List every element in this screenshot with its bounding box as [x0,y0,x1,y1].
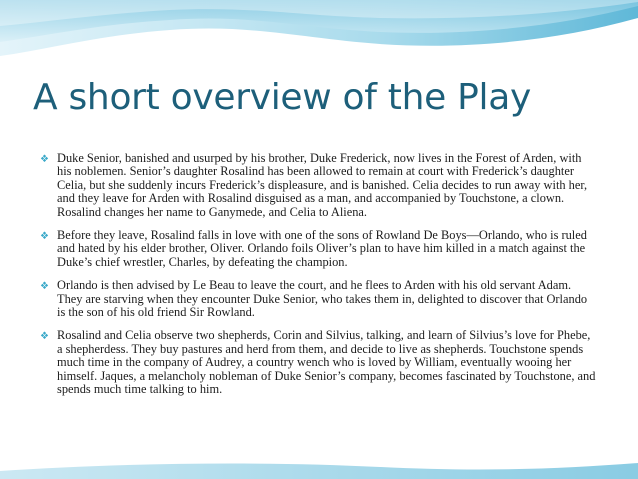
bullet-item-1 [40,152,596,219]
diamond-bullet-icon: ❖ [40,281,49,293]
bullet-list [40,152,596,407]
top-wave-decoration [0,0,638,60]
bottom-wave-decoration [0,459,638,479]
slide-title: A short overview of the Play [33,77,531,118]
diamond-bullet-icon: ❖ [40,231,49,243]
bullet-text: Before they leave, Rosalind falls in love with one of the sons of Rowland De Boys—Orlando, who is ruled and hated by his elder brother, Oliver. Orlando foils Oliver’s plan to have him killed in a match against the Duke’s chief wrestler, Charles, by defeating the champion. [57,228,587,269]
bullet-text: Rosalind and Celia observe two shepherds, Corin and Silvius, talking, and learn of Silvius’s love for Phebe, a shepherdess. They buy pastures and herd from them, and decide to live as shepherds. Touchstone spends much time in the company of Audrey, a country wench who is loved by William, eventually wooing her himself. Jaques, a melancholy nobleman of Duke Senior’s company, becomes fascinated by Touchstone, and spends much time talking to him. [57,328,596,397]
bullet-item-2 [40,229,596,269]
diamond-bullet-icon: ❖ [40,331,49,343]
bullet-item-3 [40,279,596,319]
bullet-text: Orlando is then advised by Le Beau to leave the court, and he flees to Arden with his old servant Adam. They are starving when they encounter Duke Senior, who takes them in, delighted to discover that Orlando is the son of his old friend Sir Rowland. [57,278,588,320]
bullet-item-4 [40,329,596,396]
bullet-text: Duke Senior, banished and usurped by his brother, Duke Frederick, now lives in the Forest of Arden, with his noblemen. Senior’s daughter Rosalind has been allowed to remain at court with Frederick’s daughter Celia, but she suddenly incurs Frederick’s displeasure, and is banished. Celia decides to run away with her, and they leave for Arden with Rosalind disguised as a man, and accompanied by Touchstone, a clown. Rosalind changes her name to Ganymede, and Celia to Aliena. [57,151,588,219]
diamond-bullet-icon: ❖ [40,154,49,165]
